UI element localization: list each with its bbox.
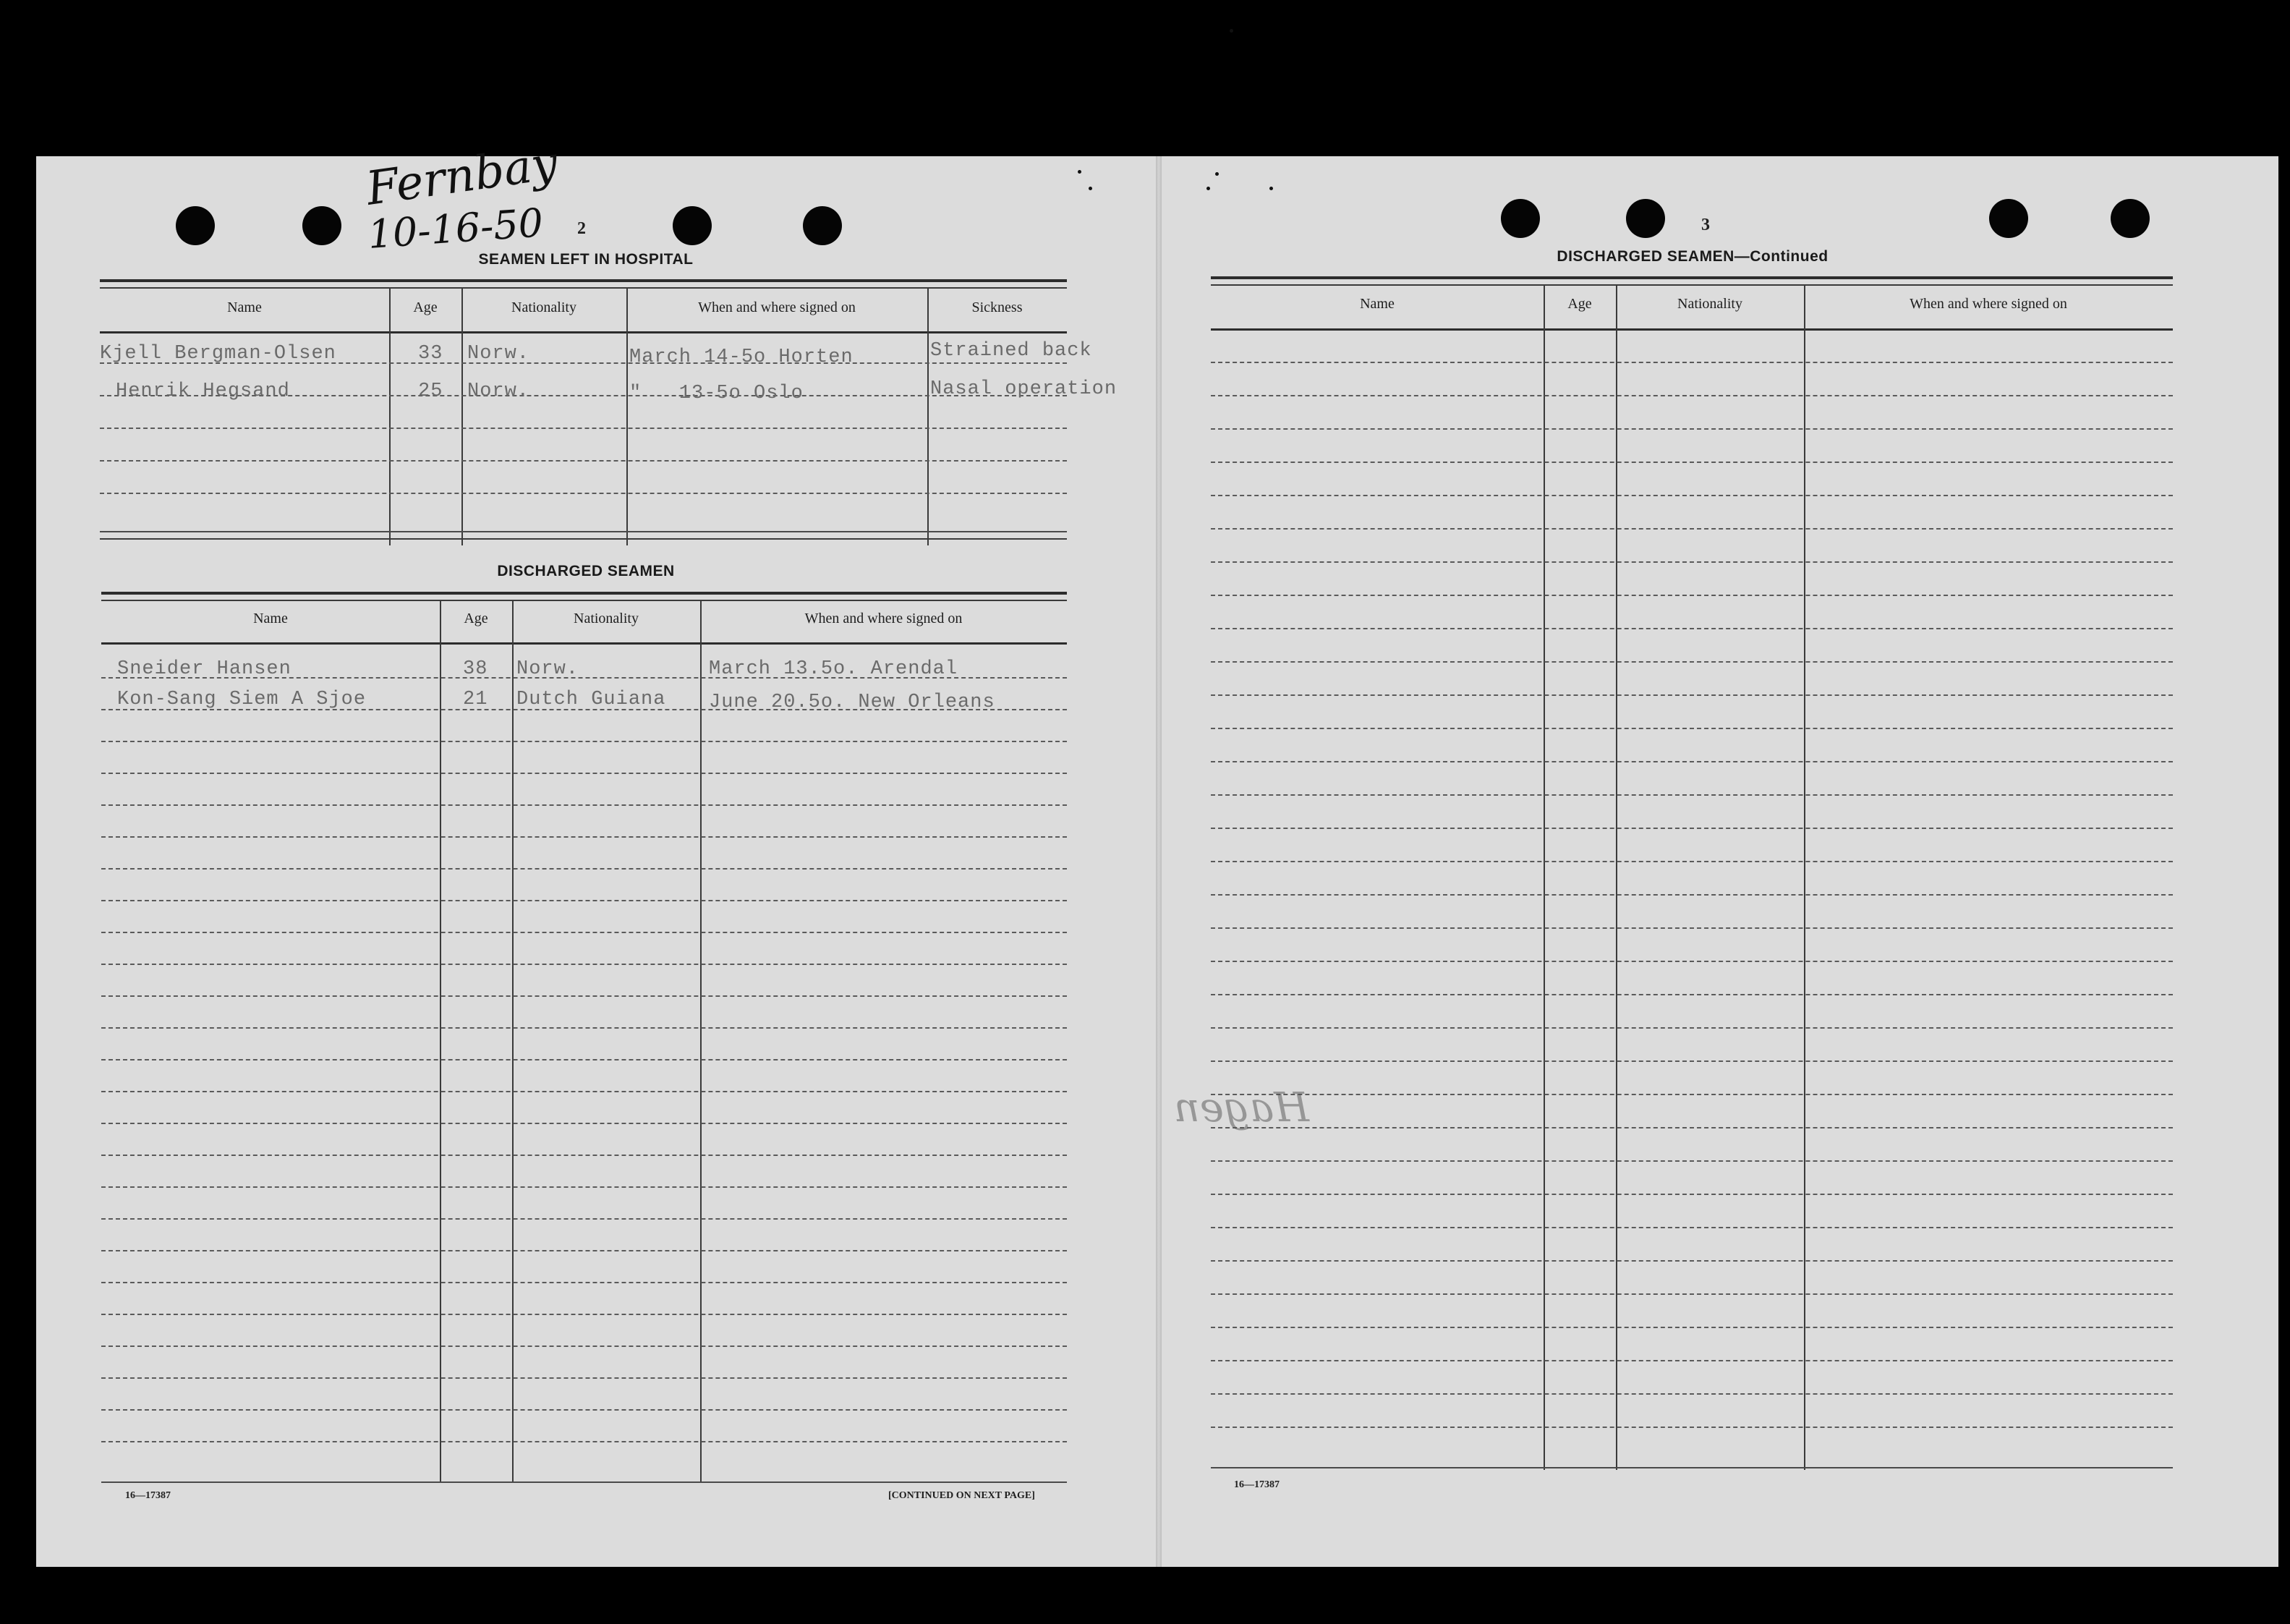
discharged-continued-title: DISCHARGED SEAMEN—Continued bbox=[1557, 248, 1829, 265]
column-header: Sickness bbox=[971, 299, 1023, 315]
discharged-row-signed-on: June 20.5o. New Orleans bbox=[709, 692, 995, 713]
column-header: Name bbox=[1360, 296, 1395, 312]
hospital-row-signed-on: " 13-5o Oslo bbox=[629, 383, 804, 404]
dust-speck bbox=[1230, 29, 1233, 33]
handwritten-annotation bbox=[362, 136, 622, 258]
hospital-row-nationality: Norw. bbox=[467, 343, 530, 365]
dust-speck bbox=[1089, 187, 1092, 190]
column-header: Name bbox=[227, 299, 262, 315]
punch-hole bbox=[176, 206, 215, 245]
hospital-row-signed-on: March 14-5o Horten bbox=[629, 347, 854, 368]
bleed-through-signature bbox=[1173, 1078, 1541, 1143]
column-header: Age bbox=[464, 611, 488, 626]
hospital-table bbox=[100, 279, 1118, 543]
hospital-row-age: 25 bbox=[418, 381, 443, 402]
hospital-row-name: Henrik Hegsand bbox=[116, 381, 290, 402]
hospital-row-sickness: Strained back bbox=[930, 340, 1092, 362]
page-number: 2 bbox=[577, 219, 586, 238]
column-header: Name bbox=[253, 611, 288, 626]
page-number: 3 bbox=[1701, 216, 1710, 234]
discharged-continued-table bbox=[1211, 276, 2173, 1470]
dust-speck bbox=[1206, 187, 1210, 190]
hospital-section-title: SEAMEN LEFT IN HOSPITAL bbox=[478, 251, 694, 268]
column-header: Age bbox=[1567, 296, 1592, 312]
punch-hole bbox=[302, 206, 341, 245]
dust-speck bbox=[1269, 187, 1273, 190]
discharged-row-signed-on: March 13.5o. Arendal bbox=[709, 658, 958, 680]
column-header: Nationality bbox=[1677, 296, 1742, 312]
discharged-table bbox=[101, 592, 1067, 1483]
form-number: 16—17387 bbox=[125, 1490, 171, 1501]
punch-hole bbox=[673, 206, 712, 245]
handwritten-code: Fernbay bbox=[362, 136, 561, 216]
discharged-row-name: Kon-Sang Siem A Sjoe bbox=[117, 689, 367, 710]
column-header: When and where signed on bbox=[698, 299, 856, 315]
discharged-row-age: 38 bbox=[463, 658, 488, 680]
punch-hole bbox=[803, 206, 842, 245]
discharged-row-nationality: Dutch Guiana bbox=[516, 689, 666, 710]
column-header: When and where signed on bbox=[804, 611, 963, 626]
discharged-row-nationality: Norw. bbox=[516, 658, 579, 680]
hospital-row-name: Kjell Bergman-Olsen bbox=[100, 343, 336, 365]
hospital-row-sickness: Nasal operation bbox=[930, 378, 1118, 400]
punch-hole bbox=[1501, 199, 1540, 238]
continued-note: [CONTINUED ON NEXT PAGE] bbox=[888, 1490, 1035, 1501]
punch-hole bbox=[1989, 199, 2028, 238]
discharged-row-name: Sneider Hansen bbox=[117, 658, 291, 680]
hospital-row-age: 33 bbox=[418, 343, 443, 365]
signature-text: Hagen bbox=[1173, 1084, 1309, 1131]
handwritten-date: 10-16-50 bbox=[366, 200, 545, 258]
punch-hole bbox=[1626, 199, 1665, 238]
dust-speck bbox=[1078, 170, 1081, 174]
column-header: Age bbox=[413, 299, 438, 315]
discharged-section-title: DISCHARGED SEAMEN bbox=[497, 563, 675, 579]
column-header: Nationality bbox=[574, 611, 639, 626]
column-header: Nationality bbox=[511, 299, 576, 315]
dust-speck bbox=[1215, 172, 1219, 176]
form-number: 16—17387 bbox=[1234, 1479, 1280, 1490]
page-fold bbox=[1156, 156, 1162, 1567]
discharged-row-age: 21 bbox=[463, 689, 488, 710]
hospital-row-nationality: Norw. bbox=[467, 381, 530, 402]
column-header: When and where signed on bbox=[1910, 296, 2067, 312]
punch-hole bbox=[2111, 199, 2150, 238]
